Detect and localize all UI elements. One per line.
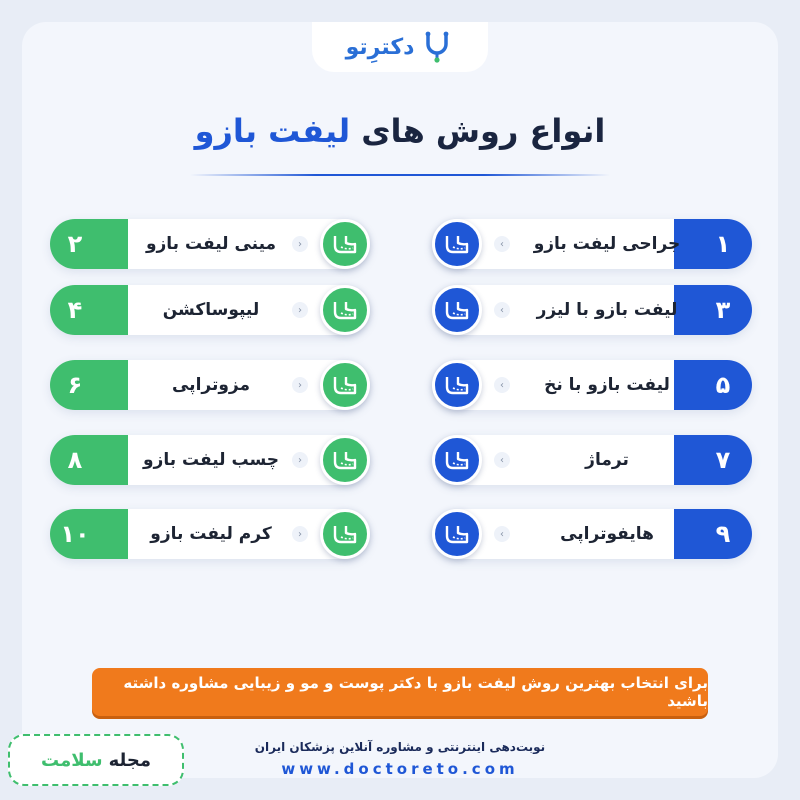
chevron-icon: ‹ — [494, 452, 510, 468]
badge-part2: سلامت — [41, 749, 103, 771]
consultation-cta-banner[interactable]: برای انتخاب بهترین روش لیفت بازو با دکتر پوست و مو و زیبایی مشاوره داشته باشید — [92, 668, 708, 716]
chevron-icon: › — [292, 236, 308, 252]
chevron-icon: › — [292, 526, 308, 542]
method-number: ۱۰ — [50, 509, 128, 559]
chevron-icon: › — [292, 377, 308, 393]
arm-icon — [432, 509, 482, 559]
method-label: لیپوساکشن — [162, 300, 260, 320]
method-number: ۴ — [50, 285, 128, 335]
chevron-icon: ‹ — [494, 236, 510, 252]
method-item-9[interactable] — [432, 509, 752, 559]
method-number: ۲ — [50, 219, 128, 269]
method-number: ۱ — [674, 219, 752, 269]
chevron-icon: › — [292, 302, 308, 318]
chevron-icon: ‹ — [494, 377, 510, 393]
method-number: ۷ — [674, 435, 752, 485]
arm-icon — [432, 285, 482, 335]
title-prefix: انواع روش های — [361, 112, 606, 150]
method-item-5[interactable] — [432, 360, 752, 410]
logo-text: دکترِتو — [345, 34, 415, 60]
method-label: لیفت بازو با لیزر — [536, 300, 678, 320]
chevron-icon: ‹ — [494, 302, 510, 318]
badge-part1: مجله — [108, 749, 151, 771]
method-number: ۳ — [674, 285, 752, 335]
title-divider — [190, 174, 610, 176]
method-label: چسب لیفت بازو — [142, 450, 280, 470]
method-label: مزوتراپی — [171, 375, 251, 395]
method-label: مینی لیفت بازو — [145, 234, 277, 254]
method-number: ۶ — [50, 360, 128, 410]
method-item-3[interactable] — [432, 285, 752, 335]
method-number: ۹ — [674, 509, 752, 559]
arm-icon — [320, 435, 370, 485]
method-item-2[interactable] — [50, 219, 370, 269]
arm-icon — [432, 219, 482, 269]
page-title — [0, 112, 800, 150]
method-item-4[interactable] — [50, 285, 370, 335]
chevron-icon: › — [292, 452, 308, 468]
arm-icon — [320, 285, 370, 335]
arm-icon — [320, 360, 370, 410]
stethoscope-icon — [420, 30, 454, 64]
method-item-7[interactable] — [432, 435, 752, 485]
method-label: لیفت بازو با نخ — [544, 375, 670, 395]
method-number: ۸ — [50, 435, 128, 485]
method-number: ۵ — [674, 360, 752, 410]
method-item-8[interactable] — [50, 435, 370, 485]
arm-icon — [432, 360, 482, 410]
arm-icon — [432, 435, 482, 485]
method-item-10[interactable] — [50, 509, 370, 559]
footer-tagline: نوبت‌دهی اینترنتی و مشاوره آنلاین پزشکان ایران — [254, 740, 546, 754]
footer-url-link[interactable]: www.doctoreto.com — [281, 760, 519, 778]
method-label: جراحی لیفت بازو — [533, 234, 681, 254]
title-highlight: لیفت بازو — [194, 112, 351, 150]
method-label: ترماژ — [585, 450, 629, 470]
magazine-badge[interactable] — [8, 734, 184, 786]
method-item-1[interactable] — [432, 219, 752, 269]
arm-icon — [320, 219, 370, 269]
method-item-6[interactable] — [50, 360, 370, 410]
arm-icon — [320, 509, 370, 559]
brand-logo[interactable] — [312, 22, 488, 72]
method-label: هایفوتراپی — [560, 524, 654, 544]
chevron-icon: ‹ — [494, 526, 510, 542]
method-label: کرم لیفت بازو — [150, 524, 272, 544]
